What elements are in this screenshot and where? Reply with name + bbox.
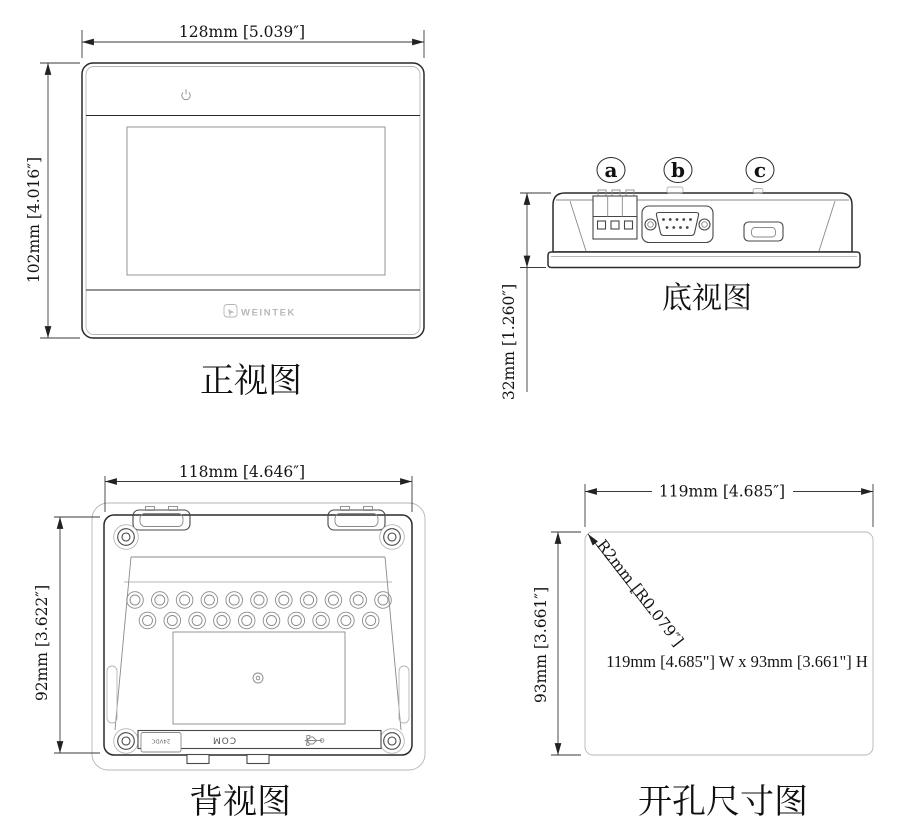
back-tab-right — [247, 755, 269, 764]
front-view — [25, 23, 424, 400]
brand-text: WEINTEK — [241, 307, 297, 319]
connector-labels — [597, 158, 774, 183]
cutout-view — [532, 483, 873, 822]
com-label: COM — [211, 734, 237, 745]
cutout-width-dim-label: 119mm [4.685″] — [658, 482, 786, 501]
back-height-dimension — [33, 517, 100, 753]
front-height-dimension — [25, 63, 80, 338]
front-view-title: 正视图 — [200, 363, 302, 400]
cutout-height-dimension — [532, 532, 581, 755]
front-height-dim-label: 102mm [4.016″] — [25, 156, 43, 284]
back-width-dim-label: 118mm [4.646″] — [178, 463, 306, 481]
connector-label-c: c — [753, 158, 767, 182]
back-height-dim-label: 92mm [3.622″] — [33, 584, 51, 702]
cutout-height-dim-label: 93mm [3.661″] — [532, 586, 550, 704]
back-tab-left — [187, 755, 209, 764]
front-width-dim-label: 128mm [5.039″] — [178, 23, 306, 41]
cutout-note: 119mm [4.685"] W x 93mm [3.661"] H — [606, 652, 868, 671]
power-terminal-connector — [593, 190, 637, 239]
connector-label-b: b — [671, 158, 685, 182]
nameplate — [173, 632, 345, 724]
micro-usb-connector — [744, 222, 783, 241]
cutout-radius-label: R2mm [R0.079″] — [592, 536, 687, 650]
bottom-view-title: 底视图 — [662, 282, 752, 315]
power-label: 24VDC — [151, 737, 171, 744]
cutout-view-title: 开孔尺寸图 — [638, 784, 808, 821]
front-screen — [127, 127, 385, 275]
front-width-dimension — [82, 23, 424, 58]
cutout-width-dimension — [585, 483, 873, 528]
bottom-flange — [548, 252, 860, 268]
back-view — [33, 463, 425, 821]
connector-label-a: a — [604, 158, 618, 182]
db9-serial-connector — [642, 206, 713, 243]
bottom-depth-dim-label: 32mm [1.260″] — [500, 283, 518, 401]
back-view-title: 背视图 — [189, 784, 291, 821]
bottom-depth-dimension — [500, 193, 551, 400]
bottom-view — [500, 158, 860, 401]
